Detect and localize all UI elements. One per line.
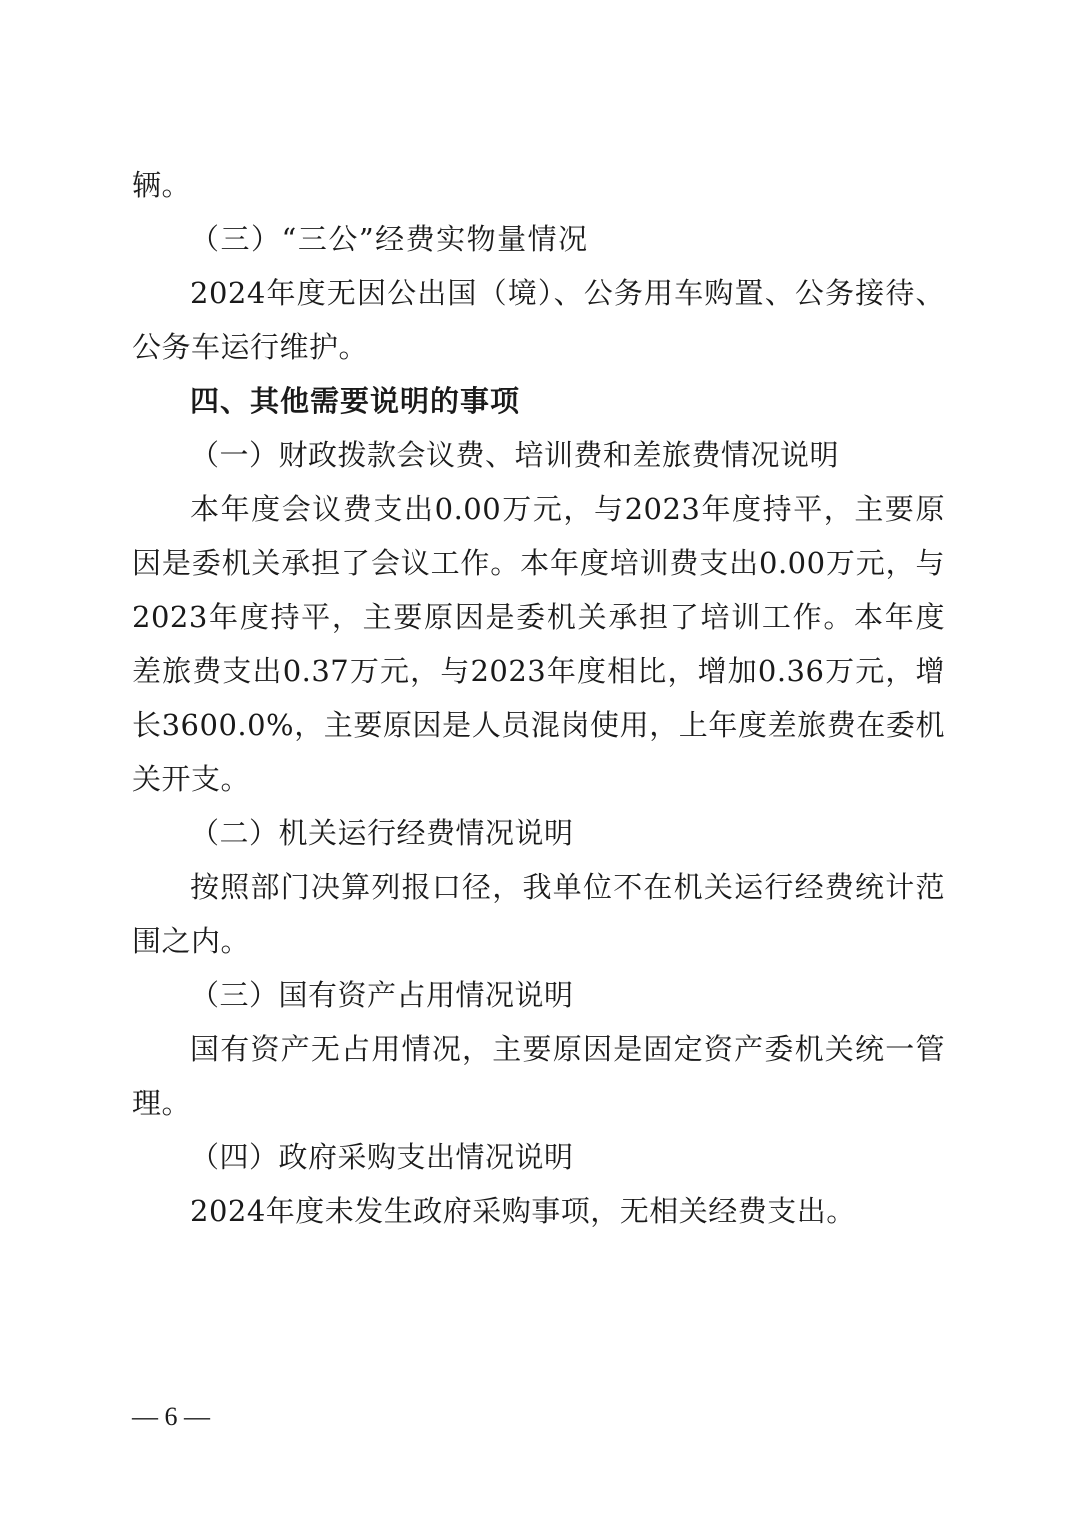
body-text: [132, 158, 945, 1238]
subheading-meeting-training-travel: （一）财政拨款会议费、培训费和差旅费情况说明: [190, 438, 840, 472]
subheading-state-assets: （三）国有资产占用情况说明: [190, 978, 574, 1012]
paragraph-three-public-quantity: 2024年度无因公出国（境）、公务用车购置、公务接待、公务车运行维护。: [132, 276, 945, 364]
subheading-three-public-quantity: （三）“三公”经费实物量情况: [190, 222, 589, 256]
paragraph-state-assets: 国有资产无占用情况，主要原因是固定资产委机关统一管理。: [132, 1032, 945, 1120]
paragraph-continuation: 辆。: [132, 168, 192, 202]
section-heading-other-matters: 四、其他需要说明的事项: [190, 384, 521, 418]
paragraph-meeting-training-travel: 本年度会议费支出0.00万元，与2023年度持平，主要原因是委机关承担了会议工作。本年度培训费支出0.00万元，与2023年度持平，主要原因是委机关承担了培训工作。本年度差旅费支出0.37万元，与2023年度相比，增加0.36万元，增长3600.0%，主要原因是人员混岗使用，上年度差旅费在委机关开支。: [132, 492, 945, 796]
subheading-operating-expenses: （二）机关运行经费情况说明: [190, 816, 574, 850]
paragraph-government-procurement: 2024年度未发生政府采购事项，无相关经费支出。: [190, 1194, 856, 1228]
paragraph-operating-expenses: 按照部门决算列报口径，我单位不在机关运行经费统计范围之内。: [132, 870, 945, 958]
subheading-government-procurement: （四）政府采购支出情况说明: [190, 1140, 574, 1174]
page-number: — 6 —: [132, 1402, 210, 1431]
